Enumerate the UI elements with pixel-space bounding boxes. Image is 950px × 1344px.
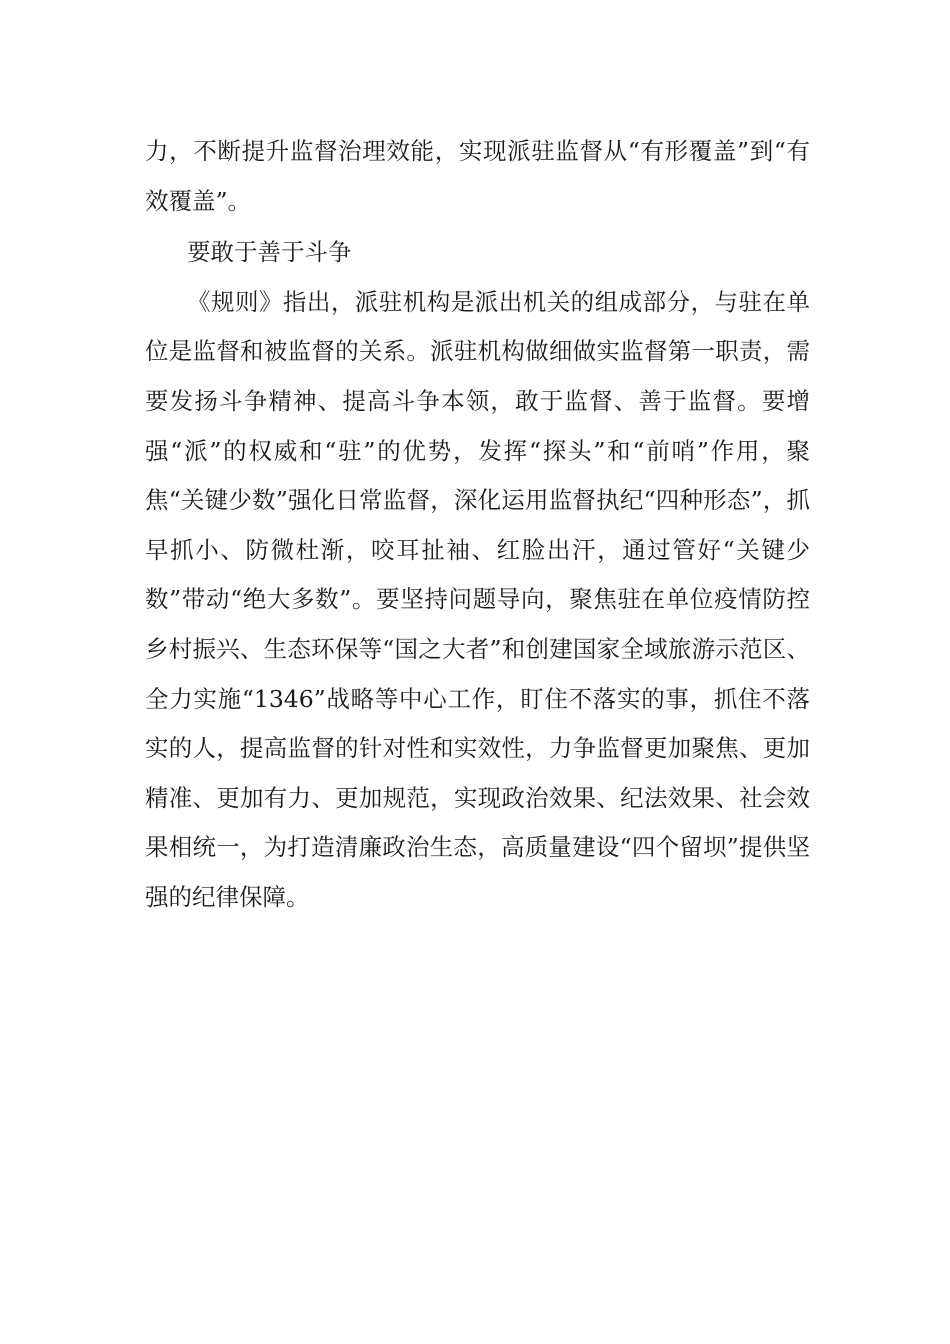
section-subheading: 要敢于善于斗争 (187, 238, 352, 267)
paragraph-continuation: 力，不断提升监督治理效能，实现派驻监督从“有形覆盖”到“有效覆盖”。 (145, 137, 810, 215)
paragraph-body: 《规则》指出，派驻机构是派出机关的组成部分，与驻在单位是监督和被监督的关系。派驻机构做细做实监督第一职责，需要发扬斗争精神、提高斗争本领，敢于监督、善于监督。要增强“派”的权威和“驻”的优势，发挥“探头”和“前哨”作用，聚焦“关键少数”强化日常监督，深化运用监督执纪“四种形态”，抓早抓小、防微杜渐，咬耳扯袖、红脸出汗，通过管好“关键少数”带动“绝大多数”。要坚持问题导向，聚焦驻在单位疫情防控乡村振兴、生态环保等“国之大者”和创建国家全域旅游示范区、全力实施“1346”战略等中心工作，盯住不落实的事，抓住不落实的人，提高监督的针对性和实效性，力争监督更加聚焦、更加精准、更加有力、更加规范，实现政治效果、纪法效果、社会效果相统一，为打造清廉政治生态，高质量建设“四个留坝”提供坚强的纪律保障。 (145, 287, 810, 911)
document-body (145, 127, 810, 923)
